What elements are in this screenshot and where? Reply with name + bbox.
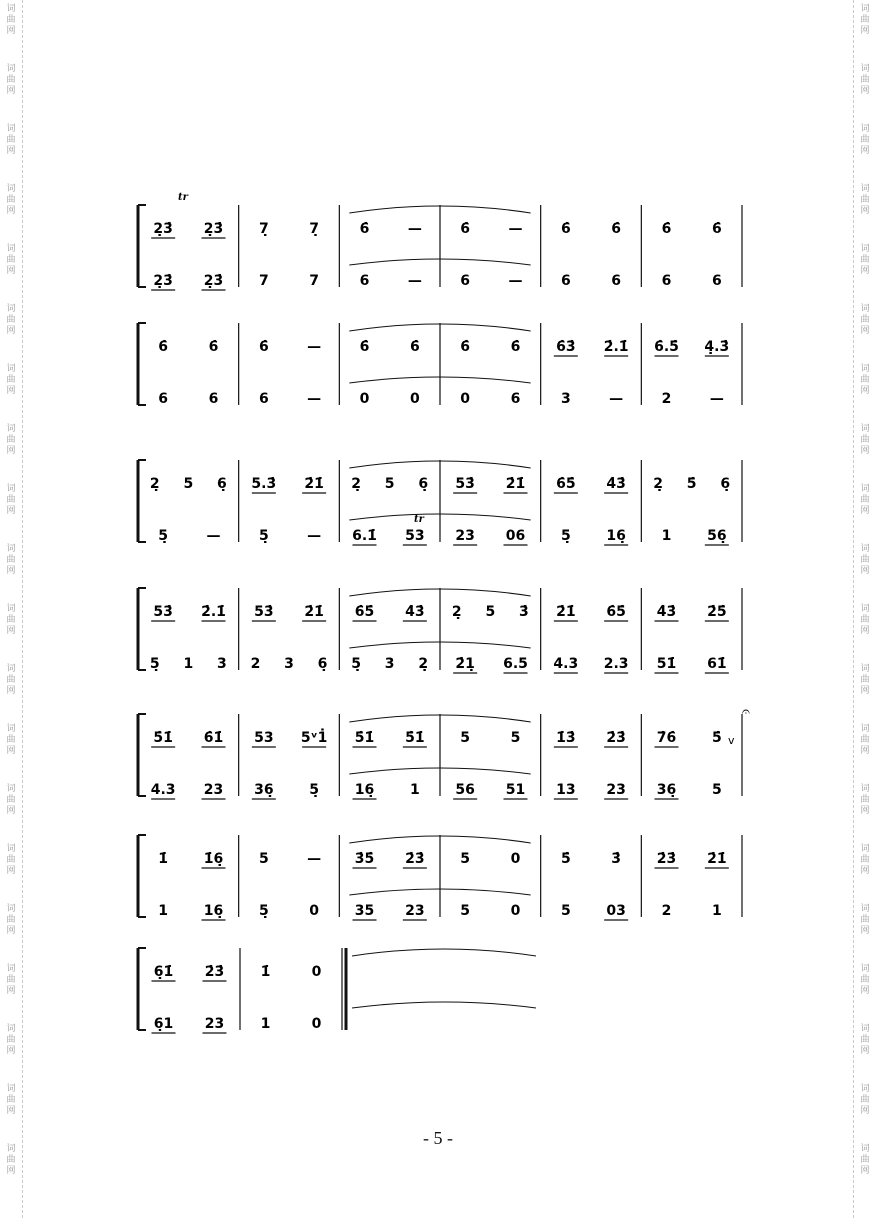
watermark-text: 词 曲 网 [6,604,16,636]
watermark-text: 词 曲 网 [6,4,16,36]
lower-voice-note: 51 [505,782,526,798]
upper-voice-note: 1̇6̣ [203,851,224,867]
watermark-text: 词 曲 网 [860,124,870,156]
lower-voice-note: 6 [258,391,269,407]
upper-voice-note: 2̇3̇ [405,851,425,867]
upper-voice-note: 4̇3̇ [405,604,425,620]
upper-voice-note: 4̇3̇ [606,476,626,492]
lower-voice-note: 7 [309,273,320,289]
watermark-text: 词 曲 网 [6,64,16,96]
lower-voice-note: — [709,391,724,407]
upper-voice-note: 7̣ [309,221,320,237]
watermark-text: 词 曲 网 [6,664,16,696]
upper-voice-note: 2̇1̇ [707,851,727,867]
lower-voice-note: 1 [711,903,722,919]
watermark-text: 词 曲 网 [860,484,870,516]
upper-voice-note: 5 [258,851,269,867]
upper-voice-note: 3̇ [611,851,622,867]
upper-voice-note: 2̣ [149,476,160,492]
lower-voice-note: 6 [711,273,722,289]
watermark-text: 词 曲 网 [6,544,16,576]
upper-voice-note: 6̇ [409,339,420,355]
lower-voice-note: 5 [560,903,571,919]
lower-voice-note: 0 [409,391,420,407]
lower-voice-note: 1 [183,656,194,672]
upper-voice-note: 5̇1̇ [354,730,375,746]
upper-voice-note: 2̇1̇ [505,476,526,492]
lower-voice-note: 16̣ [354,782,375,798]
upper-voice-note: 1̇ [158,851,169,867]
watermark-text: 词 曲 网 [6,1024,16,1056]
watermark-text: 词 曲 网 [860,1024,870,1056]
watermark-text: 词 曲 网 [860,4,870,36]
watermark-text: 词 曲 网 [860,184,870,216]
upper-voice-note: 1̇ [260,964,271,980]
upper-voice-note: 4̇3̇ [656,604,677,620]
lower-voice-note: 51̇ [656,656,677,672]
lower-voice-note: 0 [311,1016,322,1032]
upper-voice-note: 6̇.5̇ [654,339,679,355]
lower-voice-note: 6 [359,273,370,289]
lower-voice-note: 23 [203,782,224,798]
lower-voice-note: — [508,273,523,289]
upper-voice-note: 7̣ [258,221,269,237]
upper-voice-note: 6̇5̇ [354,604,375,620]
lower-voice-note: 35 [354,903,375,919]
upper-voice-note: 0 [311,964,322,980]
phrase-slur [352,1002,536,1008]
upper-voice-note: 6̇3̇ [556,339,576,355]
upper-voice-note: 2̣3̇ [203,221,224,237]
upper-voice-note: 5̇1̇ [405,730,425,746]
upper-voice-note: 6̣ [720,476,731,492]
watermark-text: 词 曲 网 [6,184,16,216]
watermark-text: 词 曲 网 [6,784,16,816]
trill-mark: tr [178,192,188,203]
upper-voice-note: 2̇1̇ [556,604,576,620]
lower-voice-note: 5̣ [149,656,160,672]
lower-voice-note: — [307,528,322,544]
lower-voice-note: 13 [556,782,576,798]
lower-voice-note: 06 [505,528,526,544]
lower-voice-note: 0 [309,903,320,919]
watermark-text: 词 曲 网 [6,244,16,276]
upper-voice-note: 6̇5̇ [556,476,576,492]
watermark-text: 词 曲 网 [6,364,16,396]
lower-voice-note: 6 [661,273,672,289]
watermark-text: 词 曲 网 [860,604,870,636]
upper-voice-note: 2̇5̇ [707,604,727,620]
watermark-text: 词 曲 网 [860,64,870,96]
lower-voice-note: 5̣ [258,528,269,544]
upper-voice-note: 53 [254,730,274,746]
lower-voice-note: 0 [510,903,521,919]
lower-voice-note: 1 [158,903,169,919]
lower-voice-note: 16̣ [606,528,626,544]
upper-voice-note: 2̇.1̇ [201,604,226,620]
lower-voice-note: 6̣ [317,656,328,672]
upper-voice-note: 5̇ [560,851,571,867]
lower-voice-note: 23 [204,1016,225,1032]
upper-voice-note: — [307,339,322,355]
lower-voice-note: 36̣ [656,782,677,798]
trill-mark: tr [414,514,424,525]
fermata-mark: 𝄐 [742,704,750,720]
upper-voice-note: 2̇1̇ [304,476,324,492]
watermark-text: 词 曲 网 [860,364,870,396]
upper-voice-note: 6̇ [611,221,622,237]
lower-voice-note: 3 [384,656,395,672]
lower-voice-note: 36̣ [254,782,274,798]
upper-voice-note: 7̇6̇ [656,730,677,746]
upper-voice-note: 5 [460,851,471,867]
watermark-text: 词 曲 网 [6,904,16,936]
lower-voice-note: 61̇ [707,656,727,672]
lower-voice-note: 1 [260,1016,271,1032]
watermark-text: 词 曲 网 [860,1144,870,1176]
upper-voice-note: 6̇ [661,221,672,237]
upper-voice-note: — [307,851,322,867]
lower-voice-note: 2 [661,903,672,919]
lower-voice-note: 56̣ [707,528,727,544]
breath-mark: v [728,734,735,747]
lower-voice-note: 3 [217,656,227,672]
upper-voice-note: 6̇ [258,339,269,355]
phrase-slur [352,949,536,956]
lower-voice-note: 0 [359,391,370,407]
upper-voice-note: 53̇ [254,604,274,620]
lower-voice-note: 23 [606,782,626,798]
upper-voice-note: 5 [485,604,496,620]
lower-voice-note: 5̣ [351,656,361,672]
upper-voice-note: 2̇3̇ [606,730,626,746]
upper-voice-note: 6̣1̇ [153,964,174,980]
upper-voice-note: 6̇ [560,221,571,237]
upper-voice-note: 2̇.1̇ [603,339,629,355]
watermark-text: 词 曲 网 [860,904,870,936]
lower-voice-note: 6 [560,273,571,289]
upper-voice-note: 6̇ [460,221,471,237]
upper-voice-note: 3̇ [519,604,529,620]
lower-voice-note: 5̣ [309,782,320,798]
upper-voice-note: 2̣3̇ [153,221,173,237]
watermark-text: 词 曲 网 [860,724,870,756]
lower-voice-note: 6̣1 [153,1016,174,1032]
watermark-text: 词 曲 网 [6,304,16,336]
lower-voice-note: 16̣ [203,903,224,919]
lower-voice-note: — [206,528,221,544]
upper-voice-note: 5 [510,730,521,746]
lower-voice-note: 5̣ [560,528,571,544]
watermark-text: 词 曲 网 [860,544,870,576]
lower-voice-note: 2 [250,656,261,672]
lower-voice-note: 4.3 [553,656,579,672]
lower-voice-note: 2̣3̇ [153,273,173,289]
lower-voice-note: 5 [460,903,471,919]
watermark-text: 词 曲 网 [6,484,16,516]
upper-voice-note: 6̇ [359,221,370,237]
lower-voice-note: 56 [455,782,475,798]
watermark-text: 词 曲 网 [860,1084,870,1116]
lower-voice-note: 23 [455,528,475,544]
upper-voice-note: 6̣ [217,476,227,492]
upper-voice-note: 6̇ [158,339,169,355]
watermark-text: 词 曲 网 [6,1084,16,1116]
upper-voice-note: 2̣ [653,476,663,492]
upper-voice-note: 2̣ [451,604,462,620]
upper-voice-note: 5̇1̇ [153,730,173,746]
lower-voice-note: 6 [208,391,219,407]
upper-voice-note: 6̇ [711,221,722,237]
watermark-text: 词 曲 网 [860,244,870,276]
upper-voice-note: — [407,221,422,237]
watermark-text: 词 曲 网 [6,844,16,876]
watermark-text: 词 曲 网 [860,424,870,456]
upper-voice-note: 53̇ [153,604,173,620]
lower-voice-note: — [307,391,322,407]
upper-voice-note: — [508,221,523,237]
lower-voice-note: 6.1̇ [352,528,377,544]
watermark-text: 词 曲 网 [6,124,16,156]
lower-voice-note: 3 [284,656,294,672]
upper-voice-note: 6̇ [510,339,521,355]
lower-voice-note: 2̣3̇ [203,273,224,289]
lower-voice-note: 6 [460,273,471,289]
lower-voice-note: 23 [405,903,425,919]
upper-voice-note: 53̇ [455,476,475,492]
lower-voice-note: 2̇1̣ [455,656,475,672]
lower-voice-note: 5 [711,782,722,798]
upper-voice-note: 6̣ [418,476,429,492]
lower-voice-note: 2.3 [603,656,629,672]
lower-voice-note: 1 [661,528,672,544]
watermark-text: 词 曲 网 [860,664,870,696]
upper-voice-note: 2̣ [351,476,361,492]
lower-voice-note: 2̣ [418,656,429,672]
upper-voice-note: 2̇3̇ [656,851,677,867]
upper-voice-note: 5 [183,476,194,492]
watermark-text: 词 曲 网 [860,964,870,996]
lower-voice-note: 3 [560,391,571,407]
lower-voice-note: 53 [405,528,425,544]
lower-voice-note: 5̣ [258,903,269,919]
watermark-text: 词 曲 网 [860,784,870,816]
watermark-text: 词 曲 网 [6,424,16,456]
lower-voice-note: 6.5 [503,656,528,672]
lower-voice-note: — [609,391,624,407]
lower-voice-note: — [407,273,422,289]
upper-voice-note: 5 [460,730,471,746]
upper-voice-note: 6̇ [359,339,370,355]
watermark-text: 词 曲 网 [6,964,16,996]
page-number: - 5 - [423,1128,453,1148]
lower-voice-note: 4.3 [150,782,176,798]
upper-voice-note: 5̇ [711,730,722,746]
lower-voice-note: 0 [460,391,471,407]
watermark-text: 词 曲 网 [860,304,870,336]
watermark-text: 词 曲 网 [6,1144,16,1176]
lower-voice-note: 1 [409,782,420,798]
lower-voice-note: 2 [661,391,672,407]
upper-voice-note: 2̇3̇ [204,964,225,980]
upper-voice-note: 6̇ [460,339,471,355]
watermark-text: 词 曲 网 [6,724,16,756]
watermark-text: 词 曲 网 [860,844,870,876]
lower-voice-note: 6 [158,391,169,407]
upper-voice-note: 6̇1̇ [203,730,224,746]
upper-voice-note: 2̇1̇ [304,604,324,620]
upper-voice-note: 5̇ [686,476,697,492]
upper-voice-note: 6̇5̇ [606,604,626,620]
upper-voice-note: 4̣.3̇ [704,339,730,355]
upper-voice-note: 0 [510,851,521,867]
upper-voice-note: 5.3̇ [251,476,277,492]
lower-voice-note: 03 [606,903,626,919]
upper-voice-note: 5 [384,476,395,492]
upper-voice-note: 5ᵛ1̇ [300,730,328,746]
lower-voice-note: 6 [510,391,521,407]
lower-voice-note: 7 [258,273,269,289]
lower-voice-note: 6 [611,273,622,289]
lower-voice-note: 5̣ [158,528,169,544]
upper-voice-note: 1̇3̇ [556,730,576,746]
upper-voice-note: 6̇ [208,339,219,355]
upper-voice-note: 3̇5̇ [354,851,375,867]
